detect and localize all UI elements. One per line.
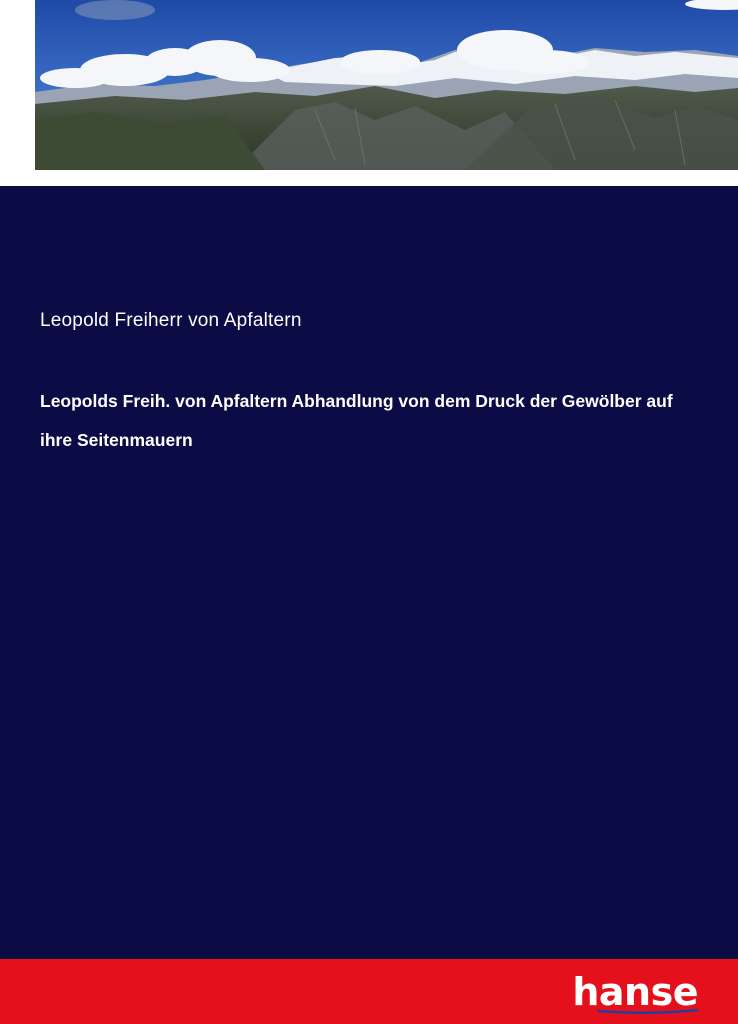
author-name: Leopold Freiherr von Apfaltern xyxy=(40,310,302,331)
logo-swoosh-icon xyxy=(598,1009,698,1014)
mountain-panorama-image xyxy=(35,0,738,170)
publisher-footer xyxy=(0,959,738,1024)
mountain-panorama-graphic xyxy=(35,0,738,170)
book-title: Leopolds Freih. von Apfaltern Abhandlung von dem Druck der Gewölber auf ihre Seitenmauern xyxy=(40,391,673,450)
cover-photo-strip xyxy=(0,0,738,186)
publisher-logo: hanse xyxy=(572,970,698,1014)
cover-title-panel xyxy=(0,186,738,959)
